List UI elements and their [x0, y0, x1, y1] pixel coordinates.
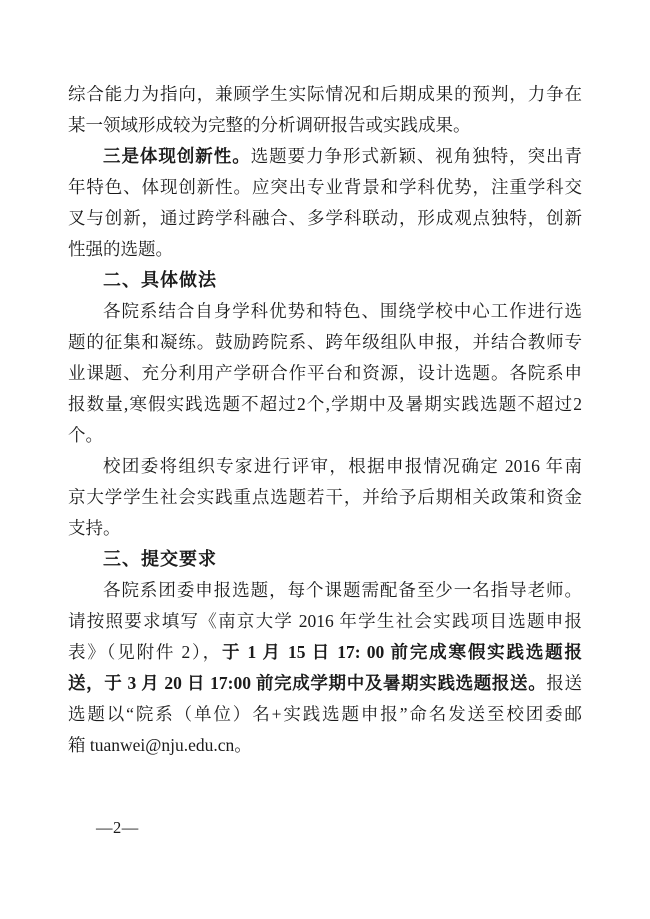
body-text: 性强的选题。: [68, 239, 173, 259]
emphasized-text: 于 1 月 15 日 17: 00 前完成寒假实践选题报: [221, 642, 583, 662]
text-line: [68, 699, 582, 730]
body-text: 报数量,寒假实践选题不超过2个,学期中及暑期实践选题不超过2: [68, 394, 582, 414]
body-text: 某一领域形成较为完整的分析调研报告或实践成果。: [68, 115, 471, 135]
body-text: 校团委将组织专家进行评审，根据申报情况确定 2016 年南: [103, 456, 582, 476]
text-line: [68, 296, 582, 327]
body-text: 报送: [546, 673, 583, 693]
text-line: [68, 730, 582, 761]
body-text: 请按照要求填写《南京大学 2016 年学生社会实践项目选题申报: [68, 611, 582, 631]
body-text: 箱 tuanwei@nju.edu.cn。: [68, 735, 252, 755]
heading-text: 三、提交要求: [103, 549, 217, 569]
body-text: 叉与创新，通过跨学科融合、多学科联动，形成观点独特，创新: [68, 208, 582, 228]
body-text: 综合能力为指向，兼顾学生实际情况和后期成果的预判，力争在: [68, 84, 582, 104]
emphasized-text: 三是体现创新性。: [103, 146, 251, 166]
text-line: [68, 575, 582, 606]
body-text: 题的征集和凝练。鼓励跨院系、跨年级组队申报，并结合教师专: [68, 332, 582, 352]
text-line: [68, 203, 582, 234]
section-heading: [68, 265, 582, 296]
text-line: [68, 172, 582, 203]
text-line: [68, 482, 582, 513]
body-text: 业课题、充分利用产学研合作平台和资源，设计选题。各院系申: [68, 363, 582, 383]
text-line: [68, 420, 582, 451]
text-line: [68, 234, 582, 265]
heading-text: 二、具体做法: [103, 270, 217, 290]
text-line: [68, 141, 582, 172]
text-line: [68, 637, 582, 668]
body-text: 各院系结合自身学科优势和特色、围绕学校中心工作进行选: [103, 301, 582, 321]
text-line: [68, 358, 582, 389]
document-text: [68, 79, 582, 761]
page-number: —2—: [96, 818, 139, 837]
body-text: 支持。: [68, 518, 121, 538]
body-text: 个。: [68, 425, 103, 445]
section-heading: [68, 544, 582, 575]
body-text: 选题以“院系（单位）名+实践选题申报”命名发送至校团委邮: [68, 704, 582, 724]
emphasized-text: 送，于 3 月 20 日 17:00 前完成学期中及暑期实践选题报送。: [68, 673, 547, 693]
body-text: 选题要力争形式新颖、视角独特，突出青: [250, 146, 583, 166]
text-line: [68, 668, 582, 699]
body-text: 京大学学生社会实践重点选题若干，并给予后期相关政策和资金: [68, 487, 582, 507]
body-text: 各院系团委申报选题，每个课题需配备至少一名指导老师。: [103, 580, 582, 600]
body-text: 表》（见附件 2），: [68, 642, 222, 662]
text-line: [68, 606, 582, 637]
text-line: [68, 451, 582, 482]
text-line: [68, 79, 582, 110]
text-line: [68, 327, 582, 358]
body-text: 年特色、体现创新性。应突出专业背景和学科优势，注重学科交: [68, 177, 582, 197]
text-line: [68, 110, 582, 141]
text-line: [68, 513, 582, 544]
text-line: [68, 389, 582, 420]
